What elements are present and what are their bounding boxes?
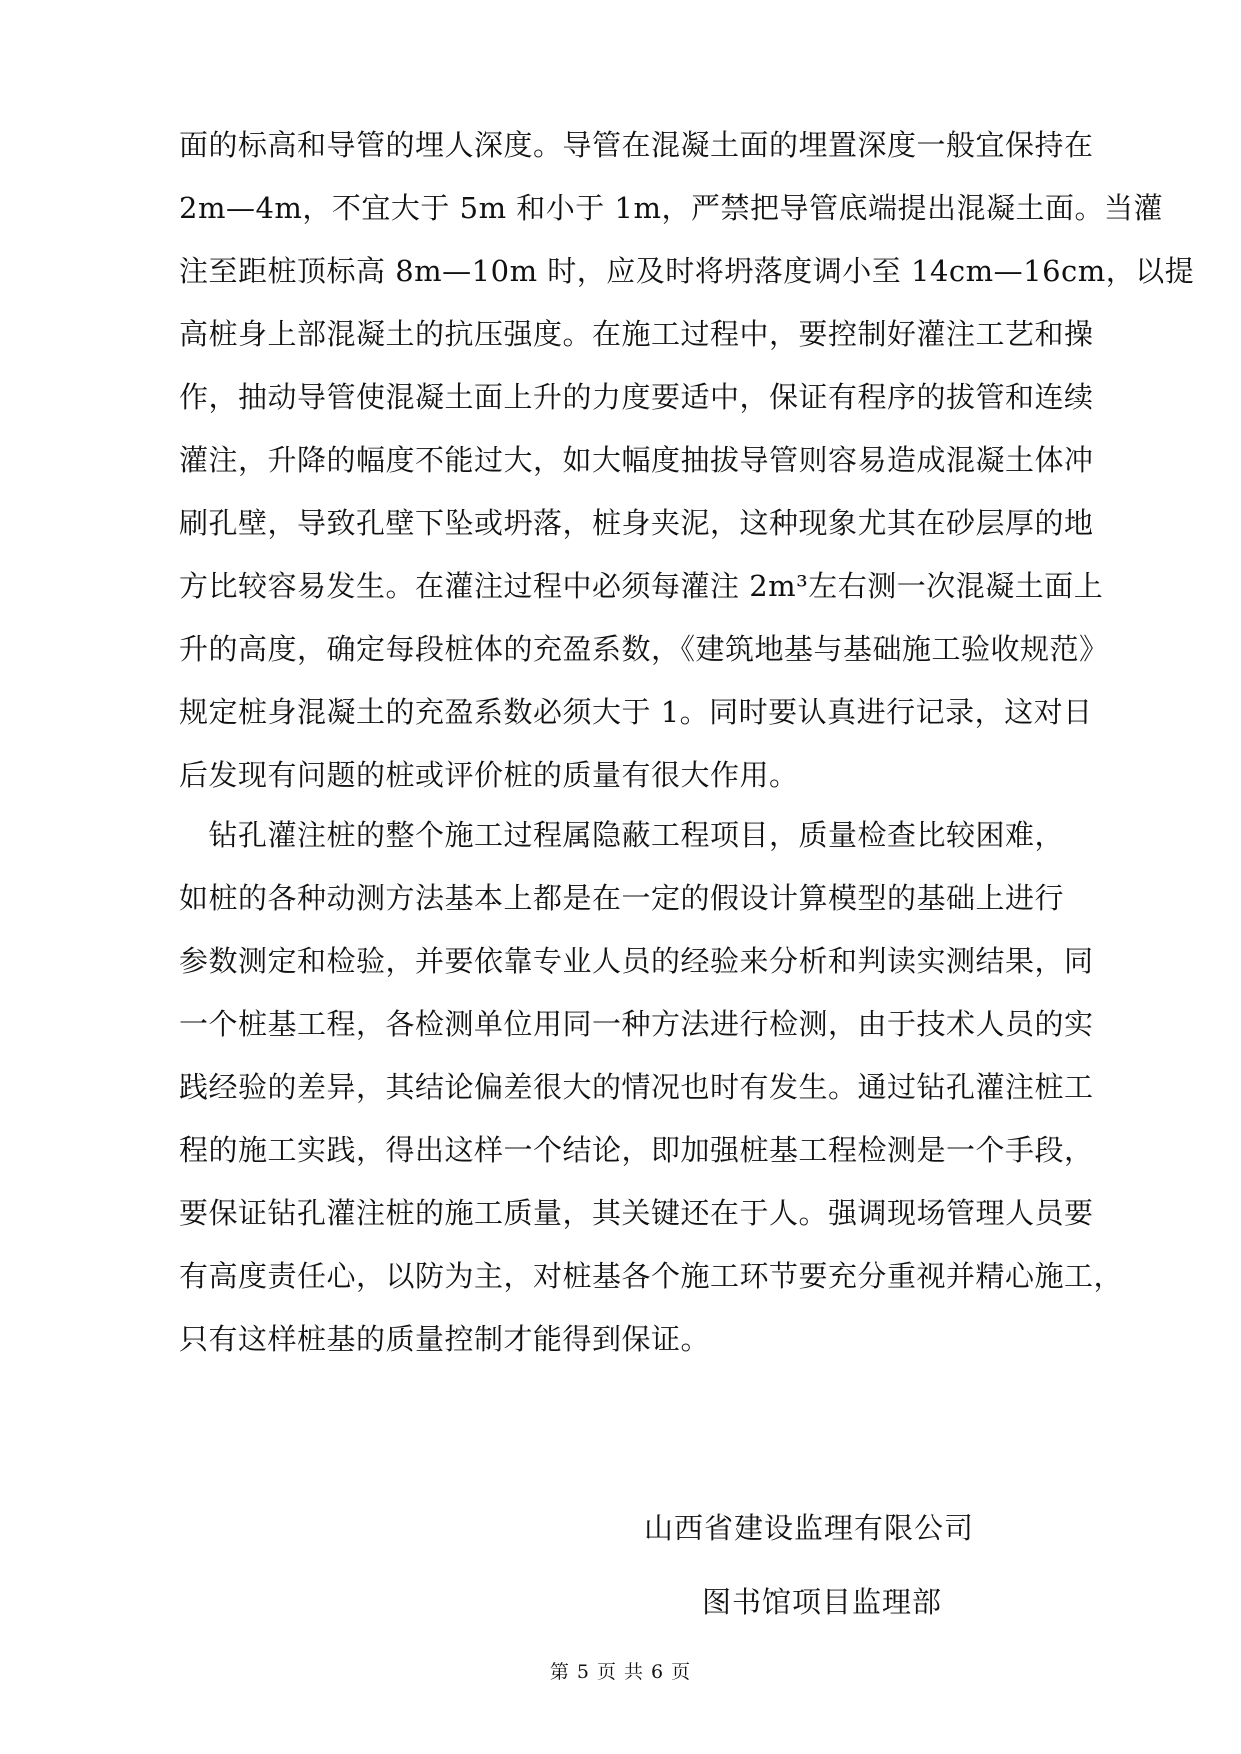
text-line: 方比较容易发生。在灌注过程中必须每灌注 2m³左右测一次混凝土面上	[179, 569, 1104, 603]
text-line: 刷孔壁，导致孔壁下坠或坍落，桩身夹泥，这种现象尤其在砂层厚的地	[179, 506, 1094, 540]
text-line: 2m—4m，不宜大于 5m 和小于 1m，严禁把导管底端提出混凝土面。当灌	[179, 191, 1163, 225]
text-line: 作，抽动导管使混凝土面上升的力度要适中，保证有程序的拔管和连续	[179, 380, 1094, 414]
signature-department: 图书馆项目监理部	[702, 1585, 943, 1619]
paragraph-2	[179, 804, 1124, 1371]
text-line: 要保证钻孔灌注桩的施工质量，其关键还在于人。强调现场管理人员要	[179, 1196, 1094, 1230]
text-line: 升的高度，确定每段桩体的充盈系数，《建筑地基与基础施工验收规范》	[179, 632, 1109, 666]
signature-company: 山西省建设监理有限公司	[644, 1511, 975, 1545]
text-line: 践经验的差异，其结论偏差很大的情况也时有发生。通过钻孔灌注桩工	[179, 1070, 1094, 1104]
text-line: 只有这样桩基的质量控制才能得到保证。	[179, 1322, 711, 1356]
page-number-footer: 第 5 页 共 6 页	[549, 1661, 692, 1683]
text-line: 面的标高和导管的埋人深度。导管在混凝土面的埋置深度一般宜保持在	[179, 128, 1094, 162]
text-line: 一个桩基工程，各检测单位用同一种方法进行检测，由于技术人员的实	[179, 1007, 1094, 1041]
text-line: 高桩身上部混凝土的抗压强度。在施工过程中，要控制好灌注工艺和操	[179, 317, 1094, 351]
text-line: 注至距桩顶标高 8m—10m 时，应及时将坍落度调小至 14cm—16cm，以提	[179, 254, 1195, 288]
text-line: 如桩的各种动测方法基本上都是在一定的假设计算模型的基础上进行	[179, 881, 1065, 915]
text-line: 灌注，升降的幅度不能过大，如大幅度抽拔导管则容易造成混凝土体冲	[179, 443, 1094, 477]
text-line: 钻孔灌注桩的整个施工过程属隐蔽工程项目，质量检查比较困难，	[179, 818, 1065, 852]
text-line: 程的施工实践，得出这样一个结论，即加强桩基工程检测是一个手段，	[179, 1133, 1094, 1167]
text-line: 有高度责任心，以防为主，对桩基各个施工环节要充分重视并精心施工，	[179, 1259, 1124, 1293]
text-line: 参数测定和检验，并要依靠专业人员的经验来分析和判读实测结果，同	[179, 944, 1094, 978]
paragraph-1	[179, 114, 1195, 807]
text-line: 规定桩身混凝土的充盈系数必须大于 1。同时要认真进行记录，这对日	[179, 695, 1093, 729]
text-line: 后发现有问题的桩或评价桩的质量有很大作用。	[179, 758, 799, 792]
